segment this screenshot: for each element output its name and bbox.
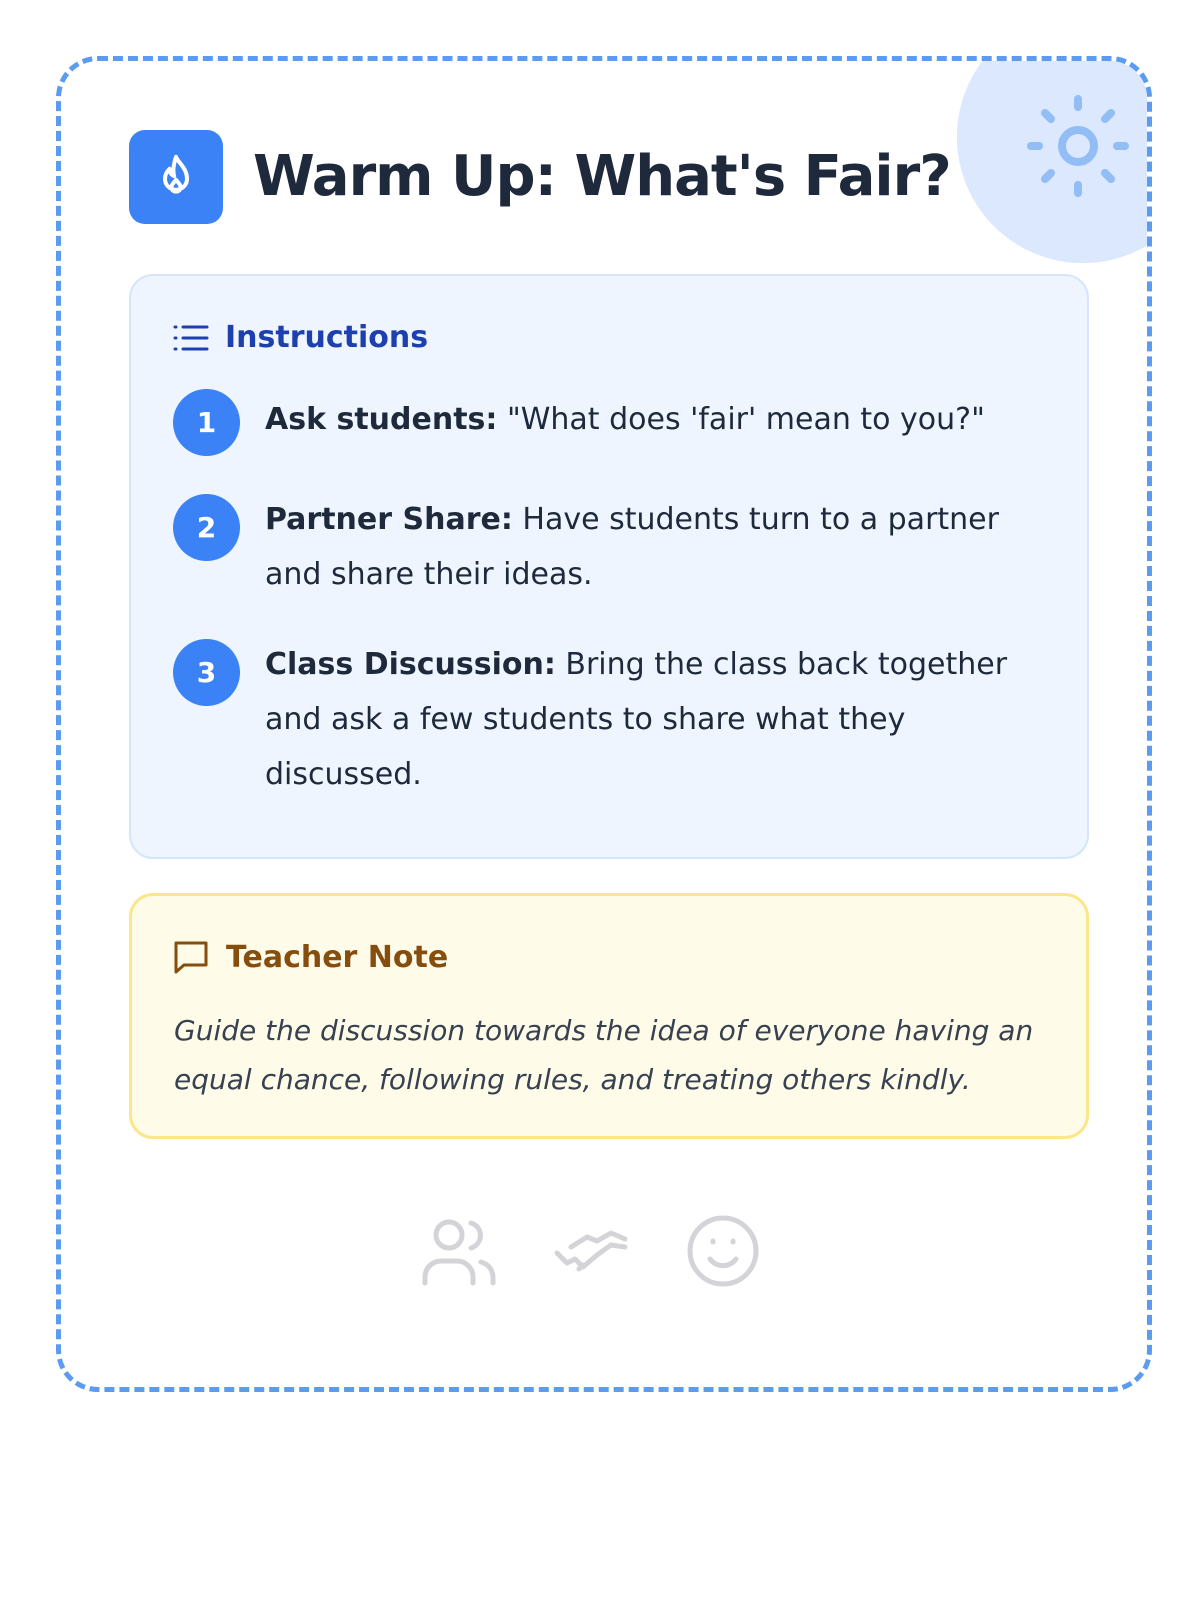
title-badge — [129, 130, 223, 224]
instructions-panel — [129, 274, 1089, 859]
step-text — [265, 492, 1045, 602]
step-number: 3 — [173, 639, 240, 706]
step-label: Partner Share: — [265, 502, 513, 537]
teacher-note-heading — [172, 939, 448, 975]
step-label: Ask students: — [265, 402, 498, 437]
step-text — [265, 637, 1045, 802]
sun-icon — [1023, 91, 1133, 201]
card-header — [129, 129, 951, 224]
teacher-note-body: Guide the discussion towards the idea of everyone having an equal chance, following rules, and treating others kindly. — [174, 1014, 1034, 1096]
handshake-icon — [553, 1221, 629, 1281]
footer-icons — [421, 1211, 761, 1291]
list-icon — [173, 322, 209, 354]
step-body: Bring the class back together and ask a few students to share what they discussed. — [265, 647, 1008, 792]
users-icon — [421, 1215, 497, 1287]
instructions-heading — [173, 320, 428, 355]
step-label: Class Discussion: — [265, 647, 556, 682]
smile-icon — [685, 1213, 761, 1289]
step-body: "What does 'fair' mean to you?" — [497, 402, 985, 437]
teacher-note-panel — [129, 893, 1089, 1139]
step-number: 2 — [173, 494, 240, 561]
instructions-heading-label: Instructions — [225, 320, 429, 355]
teacher-note-heading-label: Teacher Note — [226, 939, 449, 975]
page-title: Warm Up: What's Fair? — [253, 144, 951, 209]
message-square-icon — [172, 939, 210, 975]
step-text — [265, 392, 1045, 447]
step-body: Have students turn to a partner and share their ideas. — [265, 502, 999, 592]
flame-icon — [154, 152, 198, 202]
step-number: 1 — [173, 389, 240, 456]
activity-card — [56, 56, 1152, 1392]
